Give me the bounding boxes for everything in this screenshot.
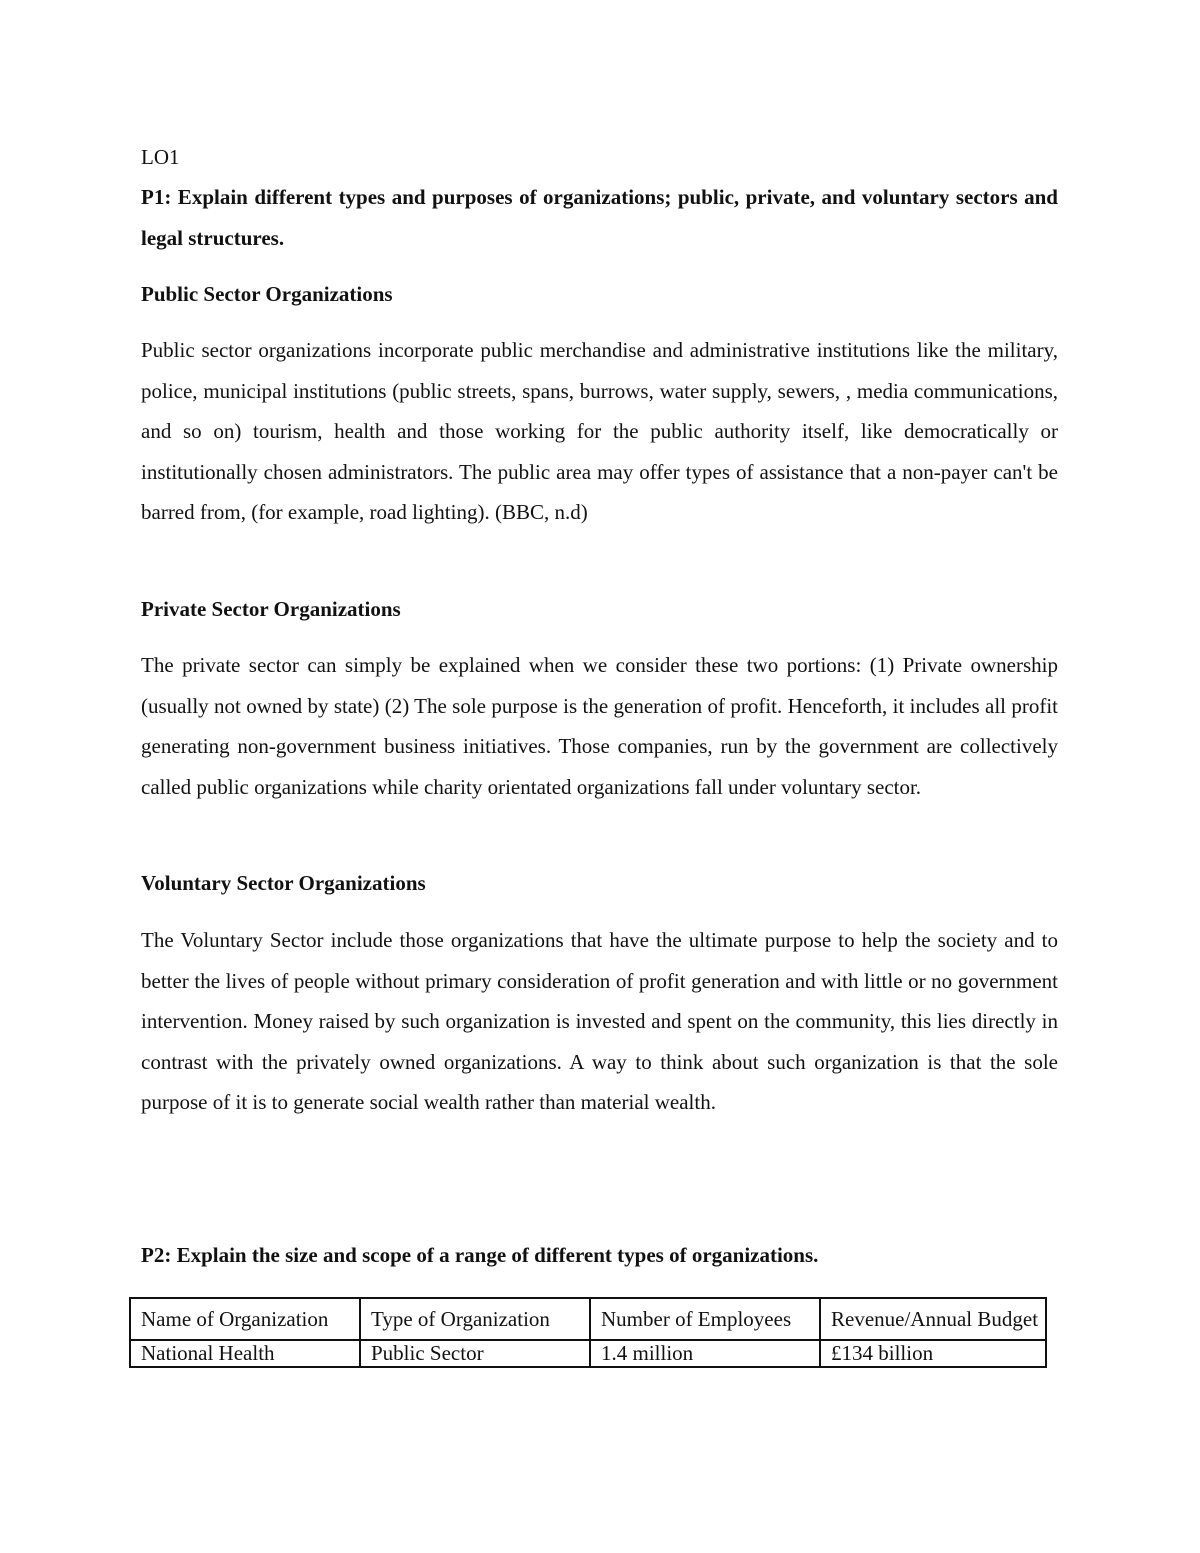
- header-cell: Type of Organization: [360, 1298, 590, 1340]
- lo-heading: LO1: [141, 145, 180, 169]
- table-header-row: [130, 1298, 1046, 1340]
- public-sector-heading: Public Sector Organizations: [141, 282, 393, 306]
- table-cell: Public Sector: [360, 1340, 590, 1367]
- table-cell: National Health: [130, 1340, 360, 1367]
- organizations-table: [129, 1297, 1047, 1368]
- private-sector-paragraph: The private sector can simply be explained when we consider these two portions: (1) Private ownership (usually not owned by state) (2) The sole purpose is the generation of profit. Henceforth, it includes all profit generating non-government business initiatives. Those companies, run by the government are collectively called public organizations while charity orientated organizations fall under voluntary sector.: [141, 653, 1058, 799]
- voluntary-sector-paragraph: The Voluntary Sector include those organizations that have the ultimate purpose to help the society and to better the lives of people without primary consideration of profit generation and with little or no government intervention. Money raised by such organization is invested and spent on the community, this lies directly in contrast with the privately owned organizations. A way to think about such organization is that the sole purpose of it is to generate social wealth rather than material wealth.: [141, 928, 1058, 1115]
- header-cell: Number of Employees: [590, 1298, 820, 1340]
- header-cell: Name of Organization: [130, 1298, 360, 1340]
- header-cell: Revenue/Annual Budget: [820, 1298, 1046, 1340]
- private-sector-heading: Private Sector Organizations: [141, 597, 401, 621]
- public-sector-paragraph: Public sector organizations incorporate public merchandise and administrative institutions like the military, police, municipal institutions (public streets, spans, burrows, water supply, sewers, , media communications, and so on) tourism, health and those working for the public authority itself, like democratically or institutionally chosen administrators. The public area may offer types of assistance that a non-payer can't be barred from, (for example, road lighting). (BBC, n.d): [141, 338, 1058, 525]
- p1-heading: P1: Explain different types and purposes of organizations; public, private, and voluntary sectors and legal structures.: [141, 185, 1058, 250]
- table-cell: £134 billion: [820, 1340, 1046, 1367]
- p2-heading: P2: Explain the size and scope of a range of different types of organizations.: [141, 1243, 819, 1267]
- voluntary-sector-heading: Voluntary Sector Organizations: [141, 871, 426, 895]
- table-cell: 1.4 million: [590, 1340, 820, 1367]
- table-row: [130, 1340, 1046, 1367]
